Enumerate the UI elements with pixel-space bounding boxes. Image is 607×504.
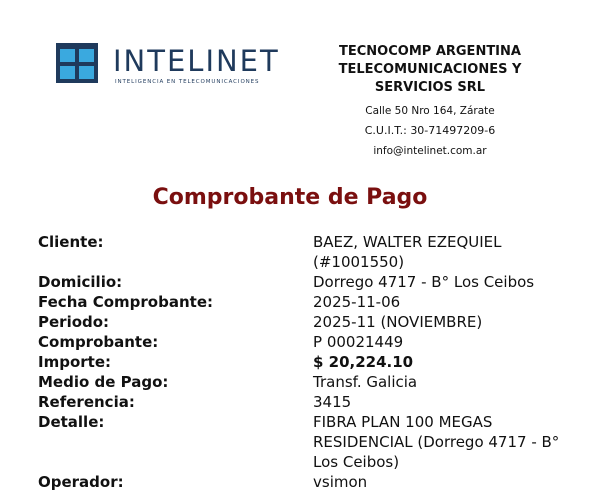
company-cuit: C.U.I.T.: 30-71497209-6	[364, 124, 496, 137]
field-value: FIBRA PLAN 100 MEGAS RESIDENCIAL (Dorrego 4717 - B° Los Ceibos)	[313, 413, 560, 471]
company-address: Calle 50 Nro 164, Zárate	[365, 105, 495, 117]
field-value: Dorrego 4717 - B° Los Ceibos	[313, 273, 535, 291]
field-row-importe	[38, 352, 598, 372]
company-name: TECNOCOMP ARGENTINA TELECOMUNICACIONES Y SERVICIOS SRL	[338, 44, 522, 95]
field-row-comprobante	[38, 332, 598, 352]
document-header	[0, 0, 607, 170]
logo-wordmark: INTELINET	[113, 44, 280, 78]
intelinet-logo	[56, 43, 286, 93]
logo-tagline: INTELIGENCIA EN TELECOMUNICACIONES	[115, 79, 260, 85]
company-email: info@intelinet.com.ar	[373, 145, 487, 157]
field-row-fecha-comprobante	[38, 292, 598, 312]
field-label: Importe:	[38, 353, 111, 371]
page-title: Comprobante de Pago	[152, 185, 428, 210]
field-label: Comprobante:	[38, 333, 159, 351]
field-value: vsimon	[313, 473, 368, 491]
field-label: Referencia:	[38, 393, 135, 411]
amount-value: $ 20,224.10	[313, 353, 414, 371]
intelinet-logo-icon	[56, 43, 98, 83]
field-label: Operador:	[38, 473, 124, 491]
field-row-detalle	[38, 412, 598, 472]
field-row-medio-de-pago	[38, 372, 598, 392]
field-row-operador	[38, 472, 598, 492]
field-value: Transf. Galicia	[313, 373, 418, 391]
field-row-domicilio	[38, 272, 598, 292]
field-value: 3415	[313, 393, 352, 411]
field-row-referencia	[38, 392, 598, 412]
field-row-cliente	[38, 232, 598, 272]
field-value: 2025-11 (NOVIEMBRE)	[313, 313, 483, 331]
field-row-periodo	[38, 312, 598, 332]
field-label: Detalle:	[38, 413, 105, 431]
field-value: 2025-11-06	[313, 293, 401, 311]
company-info	[330, 43, 530, 161]
field-label: Periodo:	[38, 313, 110, 331]
field-value: P 00021449	[313, 333, 404, 351]
field-label: Medio de Pago:	[38, 373, 169, 391]
field-label: Cliente:	[38, 233, 104, 251]
field-label: Fecha Comprobante:	[38, 293, 213, 311]
field-label: Domicilio:	[38, 273, 123, 291]
payment-details	[38, 232, 598, 492]
field-value: BAEZ, WALTER EZEQUIEL (#1001550)	[313, 233, 502, 271]
